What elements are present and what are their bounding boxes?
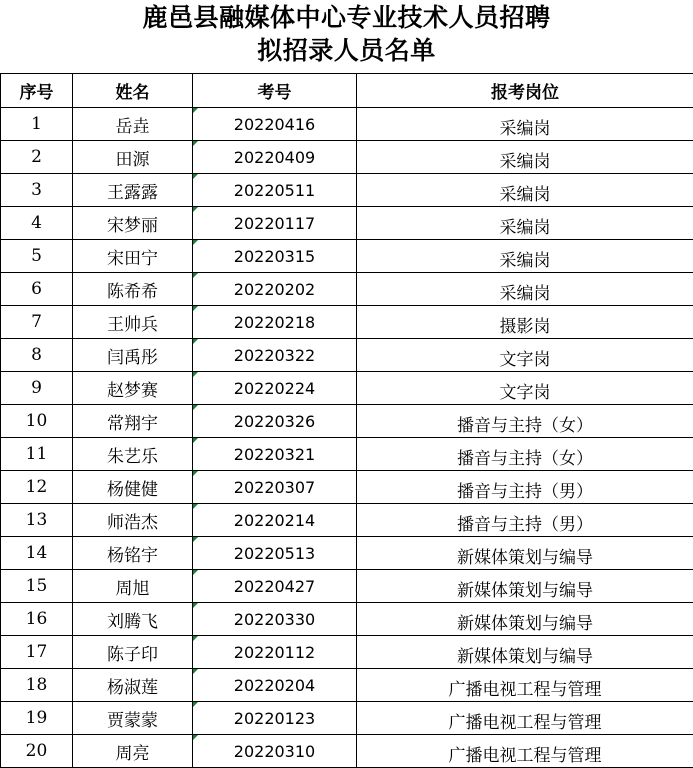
seq-cell: 6 [1,273,73,306]
seq-cell: 10 [1,405,73,438]
name-cell: 师浩杰 [73,504,193,537]
post-cell [357,570,693,603]
seq-cell: 19 [1,702,73,735]
post-label: 新媒体策划与编导 [457,605,593,634]
table-row [1,108,693,141]
table-body [1,108,693,768]
post-cell [357,504,693,537]
name-cell: 杨健健 [73,471,193,504]
table-row [1,306,693,339]
post-label: 播音与主持（女） [457,440,593,469]
table-row [1,339,693,372]
name-cell: 宋梦丽 [73,207,193,240]
table-row [1,141,693,174]
seq-cell: 8 [1,339,73,372]
post-cell [357,141,693,174]
post-label: 播音与主持（男） [457,473,593,502]
name-cell: 陈希希 [73,273,193,306]
seq-cell: 11 [1,438,73,471]
table-row [1,570,693,603]
table-header-row [1,74,693,108]
name-cell: 周旭 [73,570,193,603]
table-row [1,405,693,438]
name-cell: 田源 [73,141,193,174]
document-title: 鹿邑县融媒体中心专业技术人员招聘 [0,2,693,34]
exam-no-cell: 20220117 [193,207,357,240]
name-cell: 王露露 [73,174,193,207]
name-cell: 赵梦赛 [73,372,193,405]
name-cell: 贾蒙蒙 [73,702,193,735]
name-cell: 闫禹彤 [73,339,193,372]
post-label: 新媒体策划与编导 [457,539,593,568]
post-cell [357,603,693,636]
post-label: 采编岗 [500,209,551,238]
header-post: 报考岗位 [357,74,693,108]
exam-no-cell: 20220202 [193,273,357,306]
post-label: 文字岗 [500,341,551,370]
table-row [1,735,693,768]
post-label: 文字岗 [500,374,551,403]
exam-no-cell: 20220307 [193,471,357,504]
exam-no-cell: 20220214 [193,504,357,537]
post-label: 广播电视工程与管理 [449,671,602,700]
exam-no-cell: 20220321 [193,438,357,471]
post-cell [357,471,693,504]
exam-no-cell: 20220123 [193,702,357,735]
name-cell: 杨铭宇 [73,537,193,570]
post-cell [357,702,693,735]
post-label: 采编岗 [500,242,551,271]
name-cell: 刘腾飞 [73,603,193,636]
post-cell [357,339,693,372]
table-row [1,471,693,504]
table-row [1,372,693,405]
seq-cell: 15 [1,570,73,603]
post-cell [357,240,693,273]
seq-cell: 14 [1,537,73,570]
post-cell [357,405,693,438]
name-cell: 周亮 [73,735,193,768]
post-label: 新媒体策划与编导 [457,572,593,601]
table-row [1,504,693,537]
seq-cell: 2 [1,141,73,174]
post-cell [357,273,693,306]
post-label: 采编岗 [500,275,551,304]
seq-cell: 12 [1,471,73,504]
post-cell [357,108,693,141]
name-cell: 岳垚 [73,108,193,141]
exam-no-cell: 20220322 [193,339,357,372]
name-cell: 王帅兵 [73,306,193,339]
post-cell [357,207,693,240]
exam-no-cell: 20220416 [193,108,357,141]
post-label: 广播电视工程与管理 [449,737,602,766]
name-cell: 陈子印 [73,636,193,669]
post-label: 播音与主持（男） [457,506,593,535]
post-label: 广播电视工程与管理 [449,704,602,733]
exam-no-cell: 20220427 [193,570,357,603]
post-label: 采编岗 [500,110,551,139]
post-cell [357,669,693,702]
header-seq: 序号 [1,74,73,108]
table-row [1,174,693,207]
name-cell: 常翔宇 [73,405,193,438]
name-cell: 杨淑莲 [73,669,193,702]
exam-no-cell: 20220218 [193,306,357,339]
table-row [1,273,693,306]
name-cell: 宋田宁 [73,240,193,273]
header-name: 姓名 [73,74,193,108]
seq-cell: 1 [1,108,73,141]
post-cell [357,306,693,339]
exam-no-cell: 20220310 [193,735,357,768]
document-subtitle: 拟招录人员名单 [0,35,693,67]
exam-no-cell: 20220204 [193,669,357,702]
table-row [1,603,693,636]
seq-cell: 9 [1,372,73,405]
seq-cell: 16 [1,603,73,636]
post-cell [357,735,693,768]
table-row [1,702,693,735]
seq-cell: 5 [1,240,73,273]
exam-no-cell: 20220224 [193,372,357,405]
post-label: 采编岗 [500,176,551,205]
seq-cell: 3 [1,174,73,207]
seq-cell: 4 [1,207,73,240]
table-row [1,207,693,240]
post-cell [357,636,693,669]
post-label: 播音与主持（女） [457,407,593,436]
exam-no-cell: 20220315 [193,240,357,273]
post-cell [357,537,693,570]
post-label: 新媒体策划与编导 [457,638,593,667]
seq-cell: 18 [1,669,73,702]
post-label: 摄影岗 [500,308,551,337]
seq-cell: 17 [1,636,73,669]
post-cell [357,174,693,207]
exam-no-cell: 20220409 [193,141,357,174]
header-exam-no: 考号 [193,74,357,108]
seq-cell: 7 [1,306,73,339]
seq-cell: 13 [1,504,73,537]
table-row [1,636,693,669]
table-row [1,438,693,471]
table-row [1,669,693,702]
exam-no-cell: 20220112 [193,636,357,669]
exam-no-cell: 20220511 [193,174,357,207]
post-label: 采编岗 [500,143,551,172]
post-cell [357,372,693,405]
seq-cell: 20 [1,735,73,768]
candidate-table [0,73,693,768]
table-row [1,240,693,273]
exam-no-cell: 20220326 [193,405,357,438]
name-cell: 朱艺乐 [73,438,193,471]
exam-no-cell: 20220330 [193,603,357,636]
exam-no-cell: 20220513 [193,537,357,570]
table-row [1,537,693,570]
post-cell [357,438,693,471]
